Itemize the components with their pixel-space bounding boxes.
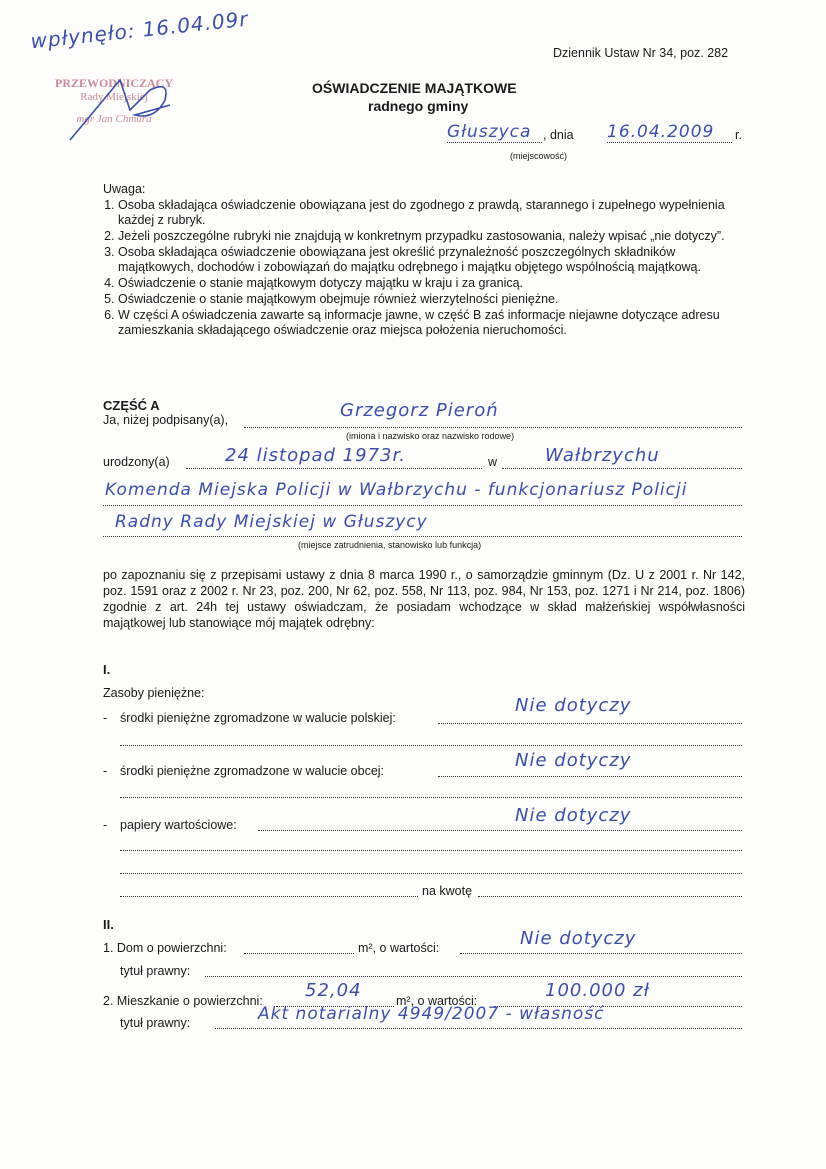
- house-unit: m², o wartości:: [358, 941, 440, 955]
- securities-label: papiery wartościowe:: [120, 818, 237, 832]
- born-place-value: Wałbrzychu: [545, 445, 660, 466]
- house-label: 1. Dom o powierzchni:: [103, 941, 227, 955]
- stamp-org: Rady Miejskiej: [80, 91, 148, 103]
- born-label: urodzony(a): [103, 455, 170, 469]
- signature-scribble: [60, 60, 190, 150]
- employment-line-1: Komenda Miejska Policji w Wałbrzychu - funkcjonariusz Policji: [105, 480, 688, 500]
- signed-label: Ja, niżej podpisany(a),: [103, 413, 229, 427]
- fx-dash: -: [103, 764, 108, 778]
- date-value: 16.04.2009: [607, 122, 732, 143]
- house-value: Nie dotyczy: [520, 928, 637, 949]
- amount-label: na kwotę: [422, 884, 473, 898]
- date-prefix: , dnia: [543, 128, 574, 142]
- stamp-name: mgr Jan Chmura: [76, 113, 152, 125]
- received-annotation: wpłynęło: 16.04.09r: [29, 6, 250, 54]
- part-a-heading: CZĘŚĆ A: [103, 398, 160, 413]
- house-title-label: tytuł prawny:: [120, 964, 191, 978]
- flat-area-value: 52,04: [305, 980, 362, 1001]
- fx-value: Nie dotyczy: [515, 750, 632, 771]
- place-caption: (miejscowość): [510, 151, 568, 161]
- fx-label: środki pieniężne zgromadzone w walucie obcej:: [120, 764, 385, 778]
- pln-dash: -: [103, 711, 108, 725]
- note-item: 4. Oświadczenie o stanie majątkowym dotyczy majątku w kraju i za granicą.: [118, 276, 746, 291]
- journal-reference: Dziennik Ustaw Nr 34, poz. 282: [553, 46, 729, 60]
- pln-value: Nie dotyczy: [515, 695, 632, 716]
- place-value: Głuszyca: [447, 122, 542, 143]
- flat-unit: m², o wartości:: [396, 994, 478, 1008]
- pln-label: środki pieniężne zgromadzone w walucie polskiej:: [120, 711, 396, 725]
- employment-line-2: Radny Rady Miejskiej w Głuszycy: [115, 512, 428, 532]
- born-in-label: w: [488, 455, 498, 469]
- stamp-title: PRZEWODNICZĄCY: [54, 76, 173, 90]
- note-item: 6. W części A oświadczenia zawarte są informacje jawne, w część B zaś informacje niejawne dotyczące adresu zamieszkania składającego oświadczenie oraz miejsca położenia nieruchomości.: [118, 308, 746, 338]
- securities-dash: -: [103, 818, 108, 832]
- note-item: 5. Oświadczenie o stanie majątkowym obejmuje również wierzytelności pieniężne.: [118, 292, 746, 307]
- flat-title-label: tytuł prawny:: [120, 1016, 191, 1030]
- note-item: 2. Jeżeli poszczególne rubryki nie znajdują w konkretnym przypadku zastosowania, należy wpisać „nie dotyczy”.: [118, 229, 746, 244]
- born-date-value: 24 listopad 1973r.: [225, 445, 406, 466]
- section-2-heading: II.: [103, 917, 114, 932]
- document-title: OŚWIADCZENIE MAJĄTKOWE: [312, 80, 517, 96]
- note-item: 3. Osoba składająca oświadczenie obowiązana jest określić przynależność poszczególnych składników majątkowych, dochodów i zobowiązań do majątku odrębnego i majątku objętego wspólnością majątkową.: [118, 245, 746, 275]
- document-subtitle: radnego gminy: [368, 98, 469, 114]
- flat-title-value: Akt notarialny 4949/2007 - własność: [258, 1004, 605, 1024]
- date-suffix: r.: [735, 128, 742, 142]
- statement-text: po zapoznaniu się z przepisami ustawy z dnia 8 marca 1990 r., o samorządzie gminnym (Dz. U z 2001 r. Nr 142, poz. 1591 oraz z 2002 r. Nr 23, poz. 200, Nr 62, poz. 558, Nr 113, poz. 984, Nr 153, poz. 1271 i Nr 214, poz. 1806) zgodnie z art. 24h tej ustawy oświadczam, że posiadam wchodzące w skład małżeńskiej współwłasności majątkowej lub stanowiące mój majątek odrębny:: [103, 568, 745, 630]
- signed-caption: (imiona i nazwisko oraz nazwisko rodowe): [346, 431, 515, 441]
- signed-value: Grzegorz Pieroń: [340, 400, 499, 421]
- cash-resources-label: Zasoby pieniężne:: [103, 686, 205, 700]
- section-1-heading: I.: [103, 662, 111, 677]
- flat-label: 2. Mieszkanie o powierzchni:: [103, 994, 263, 1008]
- notes-list: [98, 198, 746, 339]
- place-date-row: [447, 122, 747, 146]
- notes-heading: Uwaga:: [103, 182, 146, 196]
- flat-value: 100.000 zł: [545, 980, 650, 1001]
- note-item: 1. Osoba składająca oświadczenie obowiązana jest do zgodnego z prawdą, starannego i zupełnego wypełnienia każdej z rubryk.: [118, 198, 746, 228]
- securities-value: Nie dotyczy: [515, 805, 632, 826]
- employment-caption: (miejsce zatrudnienia, stanowisko lub funkcja): [298, 540, 482, 550]
